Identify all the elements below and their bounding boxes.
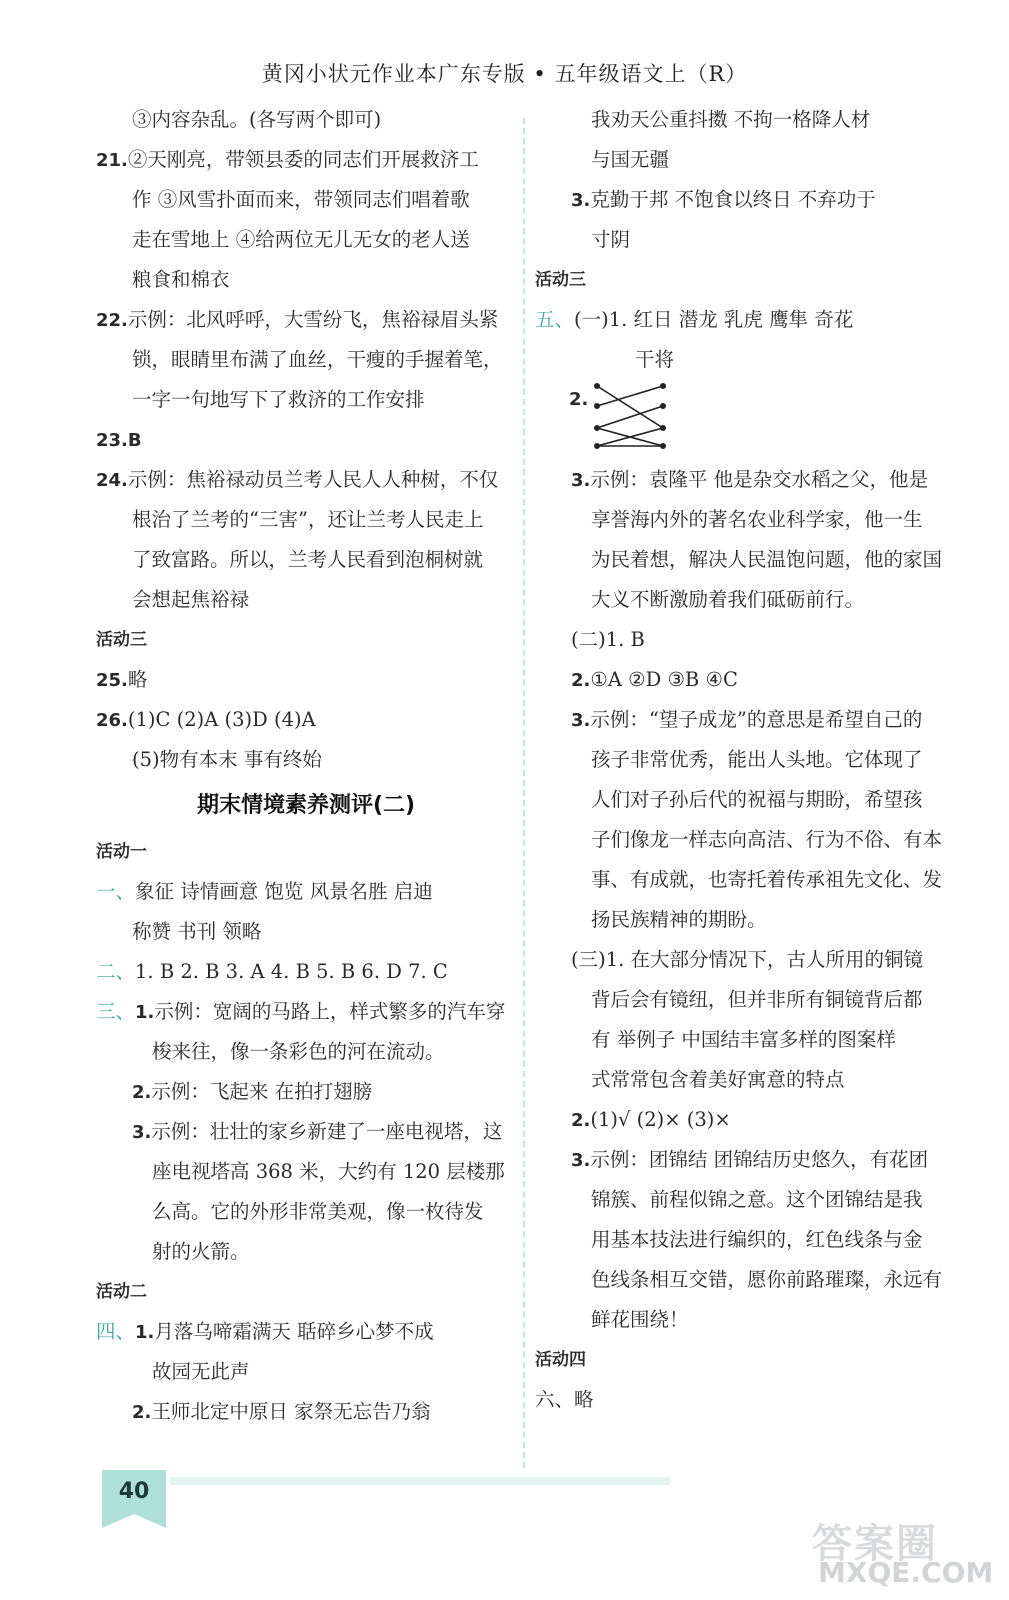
answer-line: 子们像龙一样志向高洁、行为不俗、有本 (591, 828, 943, 851)
test-heading: 期末情境素养测评(二) (196, 793, 416, 818)
matching-lines-diagram (593, 380, 673, 450)
section-label: 活动一 (96, 842, 147, 862)
item-number: 2. (132, 1082, 152, 1103)
answer-line: 享誉海内外的著名农业科学家，他一生 (591, 508, 923, 531)
answer-line: 称赞 书刊 领略 (132, 920, 262, 943)
section-label: 活动三 (535, 270, 586, 290)
answer-line: (5)物有本末 事有终始 (132, 748, 322, 771)
answer-text: 示例：团锦结 团锦结历史悠久，有花团 (590, 1148, 929, 1171)
answer-line: 我劝天公重抖擞 不拘一格降人材 (591, 108, 871, 131)
item-number: 2. (132, 1402, 152, 1423)
part-marker: 二、 (96, 960, 136, 983)
item-number: 22. (96, 310, 128, 331)
answer-line: ③内容杂乱。(各写两个即可) (132, 108, 382, 131)
watermark-logo (812, 1512, 1002, 1592)
item-number: 23. (96, 430, 128, 451)
item-number: 1. (135, 1002, 155, 1023)
answer-text: 1. B 2. B 3. A 4. B 5. B 6. D 7. C (135, 960, 448, 983)
answer-line: 粮食和棉衣 (132, 268, 230, 291)
answer-line: 六、略 (535, 1388, 594, 1411)
answer-text: (1)C (2)A (3)D (4)A (127, 708, 316, 731)
answer-line: 会想起焦裕禄 (132, 588, 250, 611)
page-number: 40 (102, 1470, 166, 1514)
item-number: 24. (96, 470, 128, 491)
page-header: 黄冈小状元作业本广东专版 • 五年级语文上（R） (261, 62, 748, 86)
item-number: 25. (96, 670, 128, 691)
section-label: 活动四 (535, 1350, 586, 1370)
answer-line: 孩子非常优秀，能出人头地。它体现了 (591, 748, 923, 771)
answer-text: 示例：袁隆平 他是杂交水稻之父，他是 (590, 468, 929, 491)
answer-line: 座电视塔高 368 米，大约有 120 层楼那 (152, 1160, 505, 1183)
answer-text: 示例：北风呼呼，大雪纷飞，焦裕禄眉头紧 (127, 308, 499, 331)
answer-text: 克勤于邦 不饱食以终日 不弃功于 (590, 188, 876, 211)
part-marker: 五、 (535, 308, 575, 331)
section-label: 活动三 (96, 630, 147, 650)
answer-line: 根治了兰考的“三害”，还让兰考人民走上 (132, 508, 484, 531)
answer-line: 么高。它的外形非常美观，像一枚待发 (152, 1200, 484, 1223)
answer-line: 有 举例子 中国结丰富多样的图案样 (591, 1028, 896, 1051)
item-number: 2. (569, 389, 589, 410)
part-marker: 三、 (96, 1000, 136, 1023)
answer-text: B (127, 430, 142, 451)
item-number: 2. (571, 670, 591, 691)
answer-line: 锁，眼睛里布满了血丝，干瘦的手握着笔， (132, 348, 503, 371)
answer-line: 一字一句地写下了救济的工作安排 (132, 388, 425, 411)
answer-text: 象征 诗情画意 饱览 风景名胜 启迪 (135, 880, 433, 903)
answer-text: 示例：焦裕禄动员兰考人民人人种树，不仅 (127, 468, 499, 491)
answer-line: (三)1. 在大部分情况下，古人所用的铜镜 (571, 948, 924, 971)
answer-text: ②天刚亮，带领县委的同志们开展救济工 (127, 148, 479, 171)
answer-line: 锦簇、前程似锦之意。这个团锦结是我 (591, 1188, 923, 1211)
answer-line: 与国无疆 (591, 148, 670, 171)
matching-answer (535, 380, 955, 460)
answer-text: (1)√ (2)× (3)× (590, 1108, 731, 1131)
answer-line: 大义不断激励着我们砥砺前行。 (591, 588, 865, 611)
answer-line: 走在雪地上 ④给两位无儿无女的老人送 (132, 228, 470, 251)
answer-line: 事、有成就，也寄托着传承祖先文化、发 (591, 868, 943, 891)
item-number: 3. (571, 470, 591, 491)
watermark-url: MXQE.COM (818, 1556, 994, 1589)
answer-text: 略 (127, 668, 148, 691)
answer-line: 鲜花围绕！ (591, 1308, 689, 1331)
answer-line: 了致富路。所以，兰考人民看到泡桐树就 (132, 548, 484, 571)
watermark-text: 答案圈 (812, 1521, 938, 1567)
answer-line: 故园无此声 (152, 1360, 250, 1383)
answer-line: 色线条相互交错，愿你前路璀璨，永远有 (591, 1268, 943, 1291)
section-label: 活动二 (96, 1282, 147, 1302)
answer-line: 寸阴 (591, 228, 631, 251)
answer-line: 射的火箭。 (152, 1240, 250, 1263)
answer-text: 示例：飞起来 在拍打翅膀 (151, 1080, 373, 1103)
answer-line: 干将 (635, 348, 675, 371)
item-number: 3. (571, 710, 591, 731)
item-number: 3. (571, 1150, 591, 1171)
part-marker: 一、 (96, 880, 136, 903)
item-number: 26. (96, 710, 128, 731)
answer-line: 作 ③风雪扑面而来，带领同志们唱着歌 (132, 188, 470, 211)
answer-line: 梭来往，像一条彩色的河在流动。 (152, 1040, 445, 1063)
answer-text: ①A ②D ③B ④C (590, 668, 738, 691)
answer-line: 用基本技法进行编织的，红色线条与金 (591, 1228, 923, 1251)
answer-line: 人们对子孙后代的祝福与期盼，希望孩 (591, 788, 923, 811)
column-divider (523, 118, 525, 1468)
answer-text: 示例：宽阔的马路上，样式繁多的汽车穿 (154, 1000, 506, 1023)
answer-text: 示例：“望子成龙”的意思是希望自己的 (590, 708, 923, 731)
answer-line: (二)1. B (571, 628, 645, 651)
part-marker: 四、 (96, 1320, 136, 1343)
left-column (96, 100, 516, 1432)
answer-text: (一)1. 红日 潜龙 乳虎 鹰隼 奇花 (574, 308, 854, 331)
answer-line: 式常常包含着美好寓意的特点 (591, 1068, 845, 1091)
answer-text: 月落乌啼霜满天 聒碎乡心梦不成 (154, 1320, 434, 1343)
answer-text: 王师北定中原日 家祭无忘告乃翁 (151, 1400, 431, 1423)
footer-bar (170, 1477, 670, 1485)
item-number: 1. (135, 1322, 155, 1343)
item-number: 21. (96, 150, 128, 171)
answer-line: 扬民族精神的期盼。 (591, 908, 767, 931)
item-number: 3. (132, 1122, 152, 1143)
item-number: 3. (571, 190, 591, 211)
answer-line: 背后会有镜纽，但并非所有铜镜背后都 (591, 988, 923, 1011)
right-column (535, 100, 955, 1420)
item-number: 2. (571, 1110, 591, 1131)
answer-line: 为民着想，解决人民温饱问题，他的家国 (591, 548, 943, 571)
answer-text: 示例：壮壮的家乡新建了一座电视塔，这 (151, 1120, 503, 1143)
